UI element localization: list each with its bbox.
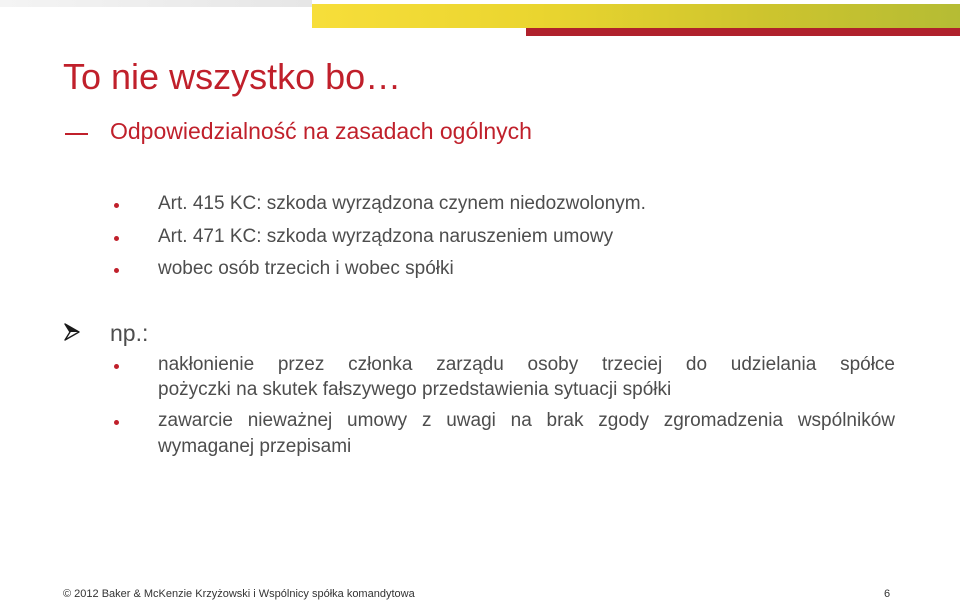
dash-icon: [65, 133, 88, 135]
bullet-dot-icon: [114, 420, 119, 425]
footer-page-number: 6: [884, 588, 891, 600]
bullet-text-third-parties: wobec osób trzecich i wobec spółki: [158, 258, 454, 279]
example-item-1-line-2: pożyczki na skutek fałszywego przedstawienia sytuacji spółki: [158, 379, 672, 400]
bullet-dot-icon: [114, 203, 119, 208]
header-bar-red: [526, 28, 960, 36]
bullet-dot-icon: [114, 268, 119, 273]
header-bar-gray: [0, 0, 312, 7]
example-item-2-line-2: wymaganej przepisami: [158, 436, 352, 457]
example-item-1-line-1: nakłonienie przez członka zarządu osoby trzeciej do udzielania spółce: [158, 354, 895, 375]
slide-title: To nie wszystko bo…: [63, 56, 402, 97]
arrowhead-bullet-icon: [64, 323, 80, 341]
footer-copyright: © 2012 Baker & McKenzie Krzyżowski i Wspólnicy spółka komandytowa: [63, 588, 415, 600]
bullet-text-art-415: Art. 415 KC: szkoda wyrządzona czynem niedozwolonym.: [158, 193, 646, 214]
example-item-2-line-1: zawarcie nieważnej umowy z uwagi na brak zgody zgromadzenia wspólników: [158, 410, 895, 431]
bullet-text-art-471: Art. 471 KC: szkoda wyrządzona naruszeniem umowy: [158, 226, 614, 247]
slide-subtitle: Odpowiedzialność na zasadach ogólnych: [110, 118, 532, 144]
bullet-dot-icon: [114, 364, 119, 369]
header-bar-gold: [312, 4, 960, 28]
bullet-dot-icon: [114, 236, 119, 241]
example-label: np.:: [110, 320, 149, 346]
